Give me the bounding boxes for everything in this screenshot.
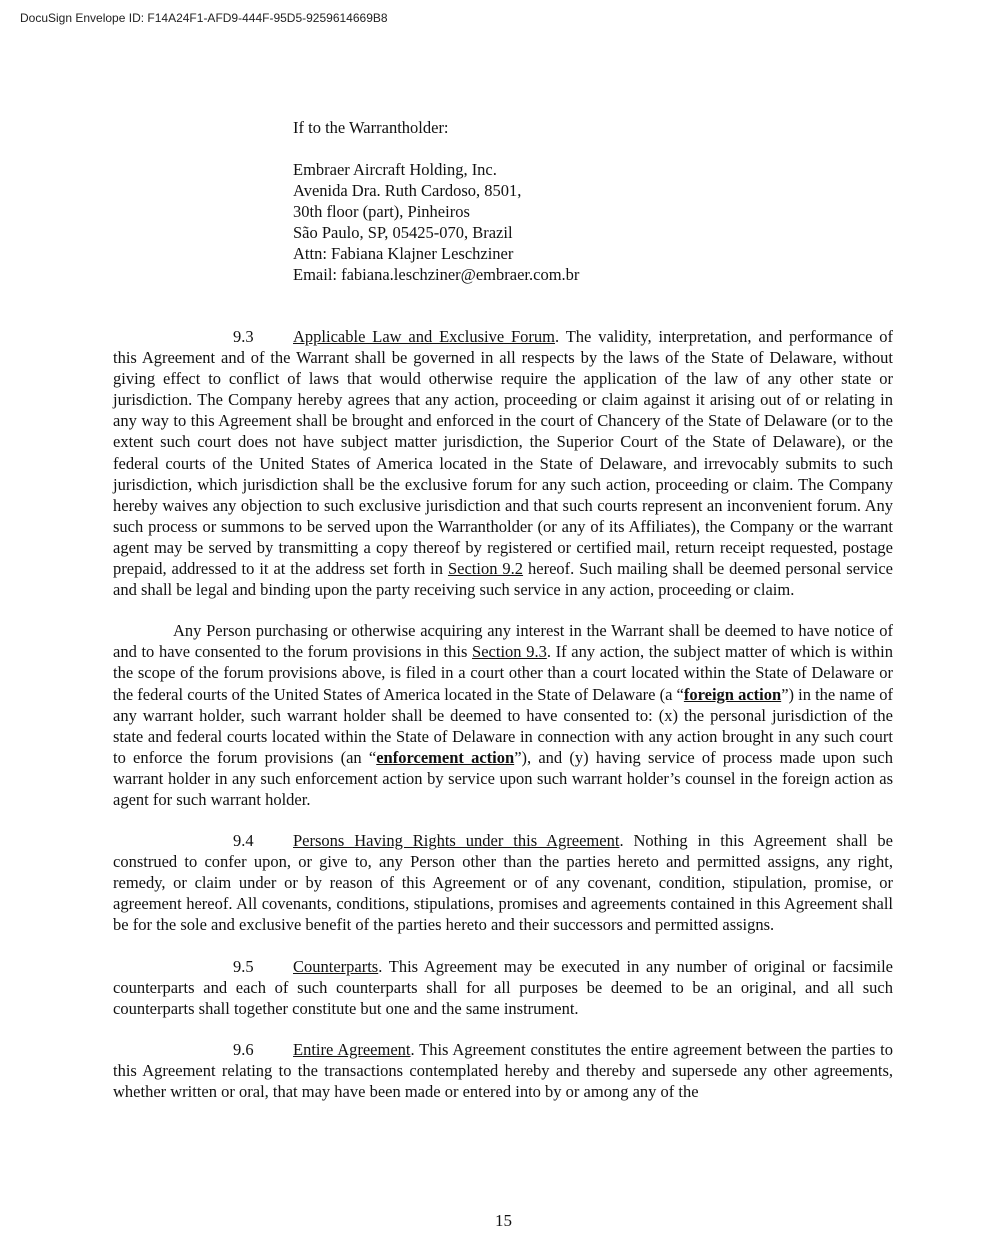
address-line: Attn: Fabiana Klajner Leschziner — [293, 244, 514, 263]
section-title: Entire Agreement — [293, 1039, 411, 1059]
document-body — [113, 326, 893, 1122]
section-9-4: 9.4 Persons Having Rights under this Agreement. Nothing in this Agreement shall be construed to confer upon, or give to, any Person other than the parties hereto and permitted assigns, any right, remedy, or claim under or by reason of this Agreement or of any covenant, condition, stipulation, promise, or agreement hereof. All covenants, conditions, stipulations, promises and agreements contained in this Agreement shall be for the sole and exclusive benefit of the parties hereto and their successors and permitted assigns. — [113, 831, 893, 935]
forum-paragraph: Any Person purchasing or otherwise acquiring any interest in the Warrant shall be deemed to have notice of and to have consented to the forum provisions in this Section 9.3. If any action, the subject matter of which is within the scope of the forum provisions above, is filed in a court other than a court located within the State of Delaware or the federal courts of the United States of America located in the State of Delaware (a “foreign action”) in the name of any warrant holder, such warrant holder shall be deemed to have consented to: (x) the personal jurisdiction of the state and federal courts located within the State of Delaware in connection with any action brought in any such court to enforce the forum provisions (an “enforcement action”), and (y) having service of process made upon such warrant holder in any such enforcement action by service upon such warrant holder’s counsel in the foreign action as agent for such warrant holder. — [113, 621, 893, 809]
defined-term-foreign-action: foreign action — [683, 684, 782, 704]
address-line: Embraer Aircraft Holding, Inc. — [293, 160, 497, 179]
section-9-5: 9.5 Counterparts. This Agreement may be executed in any number of original or facsimile counterparts and each of such counterparts shall for all purposes be deemed to be an original, and all such counterparts shall together constitute but one and the same instrument. — [113, 956, 893, 1018]
section-9-6: 9.6 Entire Agreement. This Agreement constitutes the entire agreement between the parties to this Agreement relating to the transactions contemplated hereby and thereby and supersede any other agreements, whether written or oral, that may have been made or entered into by or among any of the — [113, 1039, 893, 1101]
docusign-envelope-id: DocuSign Envelope ID: F14A24F1-AFD9-444F-95D5-9259614669B8 — [20, 11, 388, 25]
address-line: 30th floor (part), Pinheiros — [293, 202, 470, 221]
section-number: 9.3 — [233, 327, 254, 346]
section-title: Applicable Law and Exclusive Forum — [293, 327, 556, 346]
section-reference: Section 9.3 — [472, 642, 547, 662]
address-block — [293, 117, 893, 285]
section-number: 9.5 — [233, 956, 254, 976]
defined-term-enforcement-action: enforcement action — [376, 747, 515, 767]
address-line: São Paulo, SP, 05425-070, Brazil — [293, 223, 513, 242]
section-title: Counterparts — [293, 956, 379, 976]
section-number: 9.6 — [233, 1039, 254, 1059]
section-number: 9.4 — [233, 831, 254, 851]
section-title: Persons Having Rights under this Agreement — [293, 831, 620, 851]
page-number: 15 — [495, 1211, 512, 1230]
section-9-3: 9.3 Applicable Law and Exclusive Forum. The validity, interpretation, and performance of this Agreement and of the Warrant shall be governed in all respects by the laws of the State of Delaware, without giving effect to conflict of laws that would otherwise require the application of the law of any other state or jurisdiction. The Company hereby agrees that any action, proceeding or claim against it arising out of or relating in any way to this Agreement shall be brought and enforced in the court of Chancery of the State of Delaware (or to the extent such court does not have subject matter jurisdiction, the Superior Court of the State of Delaware), or the federal courts of the United States of America located in the State of Delaware, and irrevocably submits to such jurisdiction, which jurisdiction shall be the exclusive forum for any such action, proceeding or claim. The Company hereby waives any objection to such exclusive jurisdiction and that such courts represent an inconvenient forum. Any such process or summons to be served upon the Warrantholder (or any of its Affiliates), the Company or the warrant agent may be served by transmitting a copy thereof by registered or certified mail, return receipt requested, postage prepaid, addressed to it at the address set forth in Section 9.2 hereof. Such mailing shall be deemed personal service and shall be legal and binding upon the party receiving such service in any action, proceeding or claim. — [113, 327, 893, 600]
address-email: Email: fabiana.leschziner@embraer.com.br — [293, 265, 580, 284]
address-line: Avenida Dra. Ruth Cardoso, 8501, — [293, 181, 522, 200]
section-reference: Section 9.2 — [447, 559, 524, 579]
address-heading: If to the Warrantholder: — [293, 118, 449, 137]
